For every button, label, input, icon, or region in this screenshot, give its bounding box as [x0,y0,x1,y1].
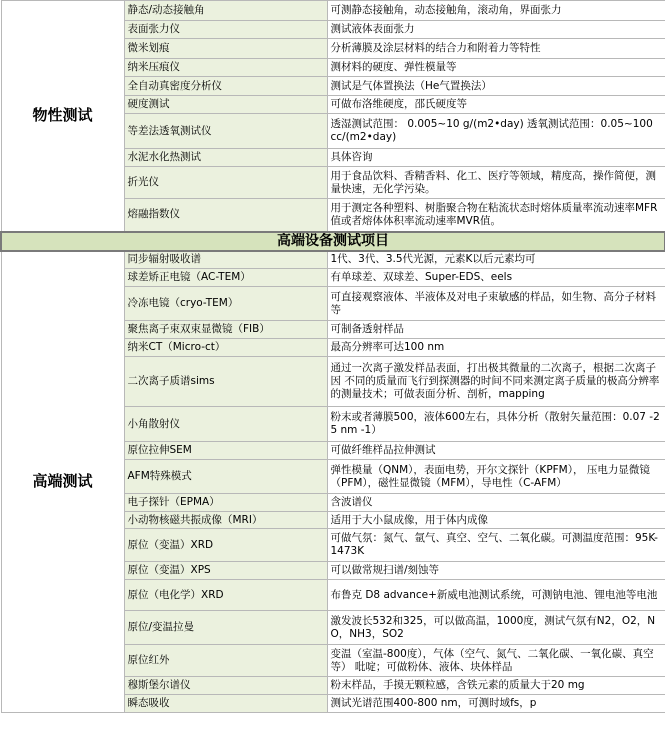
item-name-cell: 微米划痕 [124,39,327,59]
item-name-cell: 小动物核磁共振成像（MRI） [124,512,327,529]
item-name-cell: 瞬态吸收 [124,695,327,713]
item-name-cell: 原位（变温）XPS [124,562,327,580]
item-description-cell: 可做纤维样品拉伸测试 [327,442,665,460]
item-name-cell: 冷冻电镜（cryo-TEM） [124,287,327,321]
item-name-cell: 水泥水化热测试 [124,149,327,167]
item-name-cell: 原位（电化学）XRD [124,580,327,611]
item-name-cell: AFM特殊模式 [124,460,327,494]
item-description-cell: 可制备透射样品 [327,321,665,339]
category-cell: 物性测试 [1,1,124,232]
item-description-cell: 可测静态接触角，动态接触角，滚动角，界面张力 [327,1,665,21]
item-description-cell: 弹性模量（QNM），表面电势，开尔文探针（KPFM）， 压电力显微镜（PFM），磁性显微镜（MFM），导电性（C-AFM） [327,460,665,494]
item-description-cell: 可做布洛维硬度，邵氏硬度等 [327,96,665,114]
item-description-cell: 粉末样品，手摸无颗粒感，含铁元素的质量大于20 mg [327,677,665,695]
item-name-cell: 电子探针（EPMA） [124,494,327,512]
item-description-cell: 布鲁克 D8 advance+新威电池测试系统，可测钠电池、锂电池等电池 [327,580,665,611]
item-description-cell: 用于食品饮料、香精香料、化工、医疗等领域，精度高，操作简便，测量快速，无化学污染。 [327,167,665,199]
item-description-cell: 可以做常规扫谱/刻蚀等 [327,562,665,580]
item-name-cell: 穆斯堡尔谱仪 [124,677,327,695]
item-description-cell: 测材料的硬度、弹性模量等 [327,59,665,77]
item-description-cell: 含波谱仪 [327,494,665,512]
item-description-cell: 可直接观察液体、半液体及对电子束敏感的样品，如生物、高分子材料等 [327,287,665,321]
item-description-cell: 具体咨询 [327,149,665,167]
item-name-cell: 折光仪 [124,167,327,199]
item-description-cell: 最高分辨率可达100 nm [327,339,665,357]
item-name-cell: 纳米CT（Micro-ct） [124,339,327,357]
item-description-cell: 1代、3代、3.5代光源，元素K以后元素均可 [327,251,665,269]
table-row [1,1,665,21]
item-name-cell: 硬度测试 [124,96,327,114]
item-description-cell: 用于测定各种塑料、树脂聚合物在粘流状态时熔体质量率流动速率MFR值或者熔体体积率流动速率MVR值。 [327,199,665,232]
item-description-cell: 测试是气体置换法（He气置换法） [327,77,665,96]
item-name-cell: 全自动真密度分析仪 [124,77,327,96]
item-name-cell: 球差矫正电镜（AC-TEM） [124,269,327,287]
item-description-cell: 粉末或者薄膜500，液体600左右，具体分析（散射矢量范围：0.07 -25 nm -1） [327,407,665,442]
item-name-cell: 同步辐射吸收谱 [124,251,327,269]
item-name-cell: 二次离子质谱sims [124,357,327,407]
item-name-cell: 原位拉伸SEM [124,442,327,460]
table-row [1,251,665,269]
item-description-cell: 分析薄膜及涂层材料的结合力和附着力等特性 [327,39,665,59]
category-cell: 高端测试 [1,251,124,713]
item-description-cell: 适用于大小鼠成像，用于体内成像 [327,512,665,529]
item-description-cell: 有单球差、双球差、Super-EDS、eels [327,269,665,287]
item-description-cell: 可做气氛：氮气、氩气、真空、空气、二氧化碳。可测温度范围：95K-1473K [327,529,665,562]
item-name-cell: 静态/动态接触角 [124,1,327,21]
item-name-cell: 等差法透氧测试仪 [124,114,327,149]
item-description-cell: 激发波长532和325，可以做高温，1000度，测试气氛有N2，O2，NO，NH3，SO2 [327,611,665,645]
item-name-cell: 原位/变温拉曼 [124,611,327,645]
item-name-cell: 表面张力仪 [124,21,327,39]
item-description-cell: 变温（室温-800度），气体（空气、氮气、二氧化碳、一氧化碳、真空等） 吡啶；可做粉体、液体、块体样品 [327,645,665,677]
item-name-cell: 原位红外 [124,645,327,677]
item-description-cell: 测试液体表面张力 [327,21,665,39]
item-name-cell: 纳米压痕仪 [124,59,327,77]
item-name-cell: 小角散射仪 [124,407,327,442]
item-description-cell: 透湿测试范围： 0.005~10 g/(m2•day) 透氧测试范围：0.05~100 cc/(m2•day) [327,114,665,149]
item-name-cell: 熔融指数仪 [124,199,327,232]
item-name-cell: 原位（变温）XRD [124,529,327,562]
section-title: 高端设备测试项目 [1,232,665,251]
item-name-cell: 聚焦离子束双束显微镜（FIB） [124,321,327,339]
item-description-cell: 测试光谱范围400-800 nm，可测时域fs，p [327,695,665,713]
item-description-cell: 通过一次离子激发样品表面，打出极其微量的二次离子，根据二次离子因 不同的质量而飞行到探测器的时间不同来测定离子质量的极高分辨率的测量技术；可做表面分析、剖析，mapping [327,357,665,407]
